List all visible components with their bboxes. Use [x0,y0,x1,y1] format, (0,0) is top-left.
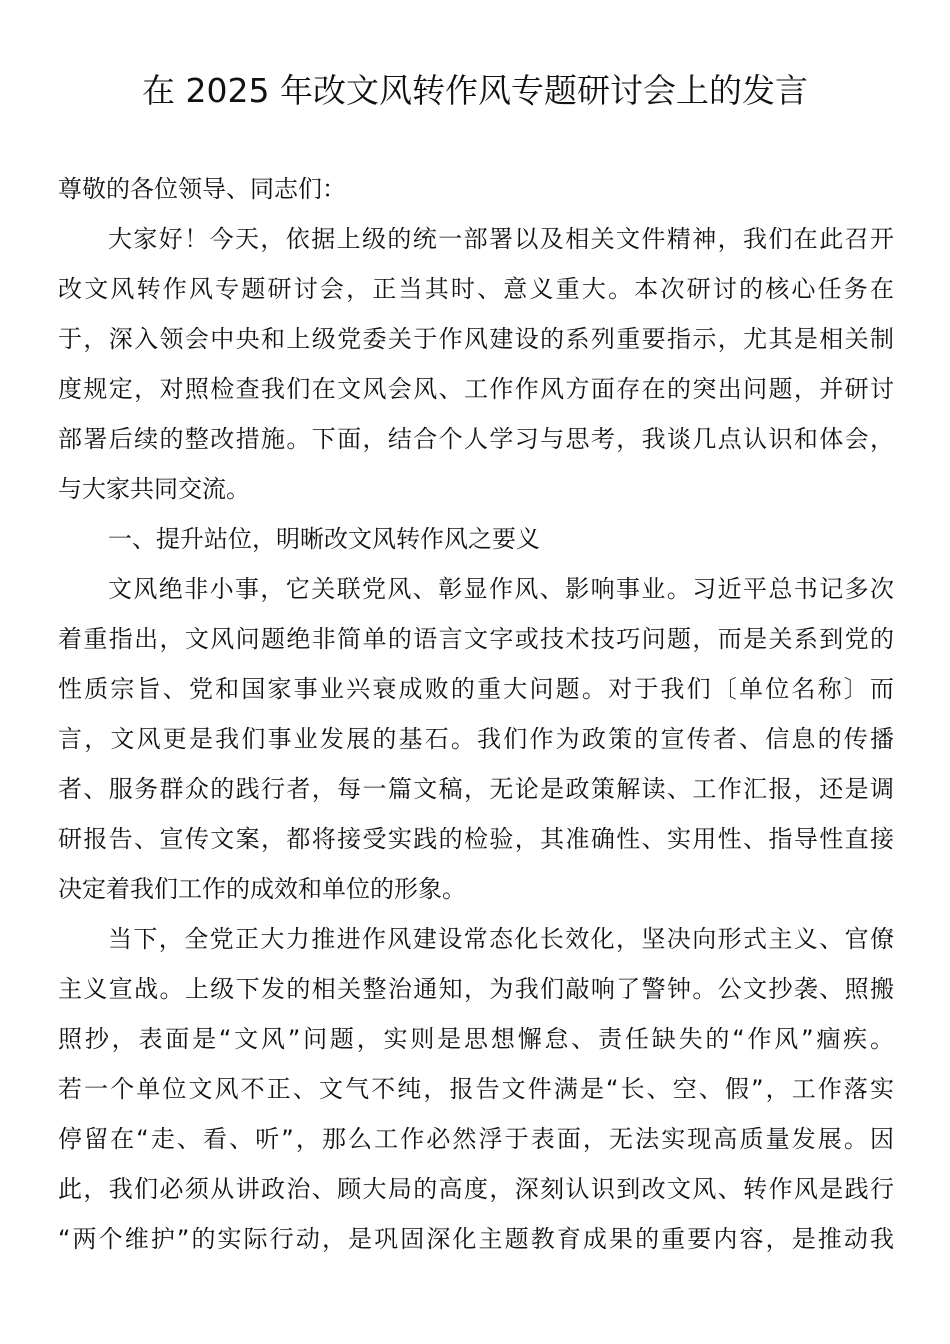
paragraph-section-1-1 [58,564,894,914]
salutation: 尊敬的各位领导、同志们： [58,175,346,203]
paragraph-line: 当下，全党正大力推进作风建设常态化长效化，坚决向形式主义、官僚 [108,925,894,953]
paragraph-line: 停留在“走、看、听”，那么工作必然浮于表面，无法实现高质量发展。因 [58,1125,894,1153]
paragraph-line: 改文风转作风专题研讨会，正当其时、意义重大。本次研讨的核心任务在 [58,275,894,303]
paragraph-line: 者、服务群众的践行者，每一篇文稿，无论是政策解读、工作汇报，还是调 [58,775,894,803]
paragraph-line: 主义宣战。上级下发的相关整治通知，为我们敲响了警钟。公文抄袭、照搬 [58,975,894,1003]
paragraph-line: 若一个单位文风不正、文气不纯，报告文件满是“长、空、假”，工作落实 [58,1075,894,1103]
paragraph-line: 着重指出，文风问题绝非简单的语言文字或技术技巧问题，而是关系到党的 [58,625,894,653]
paragraph-line: “两个维护”的实际行动，是巩固深化主题教育成果的重要内容，是推动我 [58,1225,894,1253]
paragraph-line: 言，文风更是我们事业发展的基石。我们作为政策的宣传者、信息的传播 [58,725,894,753]
paragraph-line: 度规定，对照检查我们在文风会风、工作作风方面存在的突出问题，并研讨 [58,375,894,403]
paragraph-line: 照抄，表面是“文风”问题，实则是思想懈怠、责任缺失的“作风”痼疾。 [58,1025,894,1053]
paragraph-line: 决定着我们工作的成效和单位的形象。 [58,875,466,903]
paragraph-line: 部署后续的整改措施。下面，结合个人学习与思考，我谈几点认识和体会， [58,425,894,453]
paragraph-line: 与大家共同交流。 [58,475,250,503]
paragraph-line: 研报告、宣传文案，都将接受实践的检验，其准确性、实用性、指导性直接 [58,825,894,853]
paragraph-line: 大家好！今天，依据上级的统一部署以及相关文件精神，我们在此召开 [108,225,894,253]
paragraph-section-1-2 [58,914,894,1264]
paragraph-line: 于，深入领会中央和上级党委关于作风建设的系列重要指示，尤其是相关制 [58,325,894,353]
document-title: 在 2025 年改文风转作风专题研讨会上的发言 [142,71,808,110]
document-body [58,164,894,1264]
paragraph-line: 文风绝非小事，它关联党风、彰显作风、影响事业。习近平总书记多次 [108,575,894,603]
paragraph-line: 此，我们必须从讲政治、顾大局的高度，深刻认识到改文风、转作风是践行 [58,1175,894,1203]
section-heading: 一、提升站位，明晰改文风转作风之要义 [108,525,540,553]
paragraph-line: 性质宗旨、党和国家事业兴衰成败的重大问题。对于我们〔单位名称〕而 [58,675,894,703]
paragraph-intro [58,214,894,514]
